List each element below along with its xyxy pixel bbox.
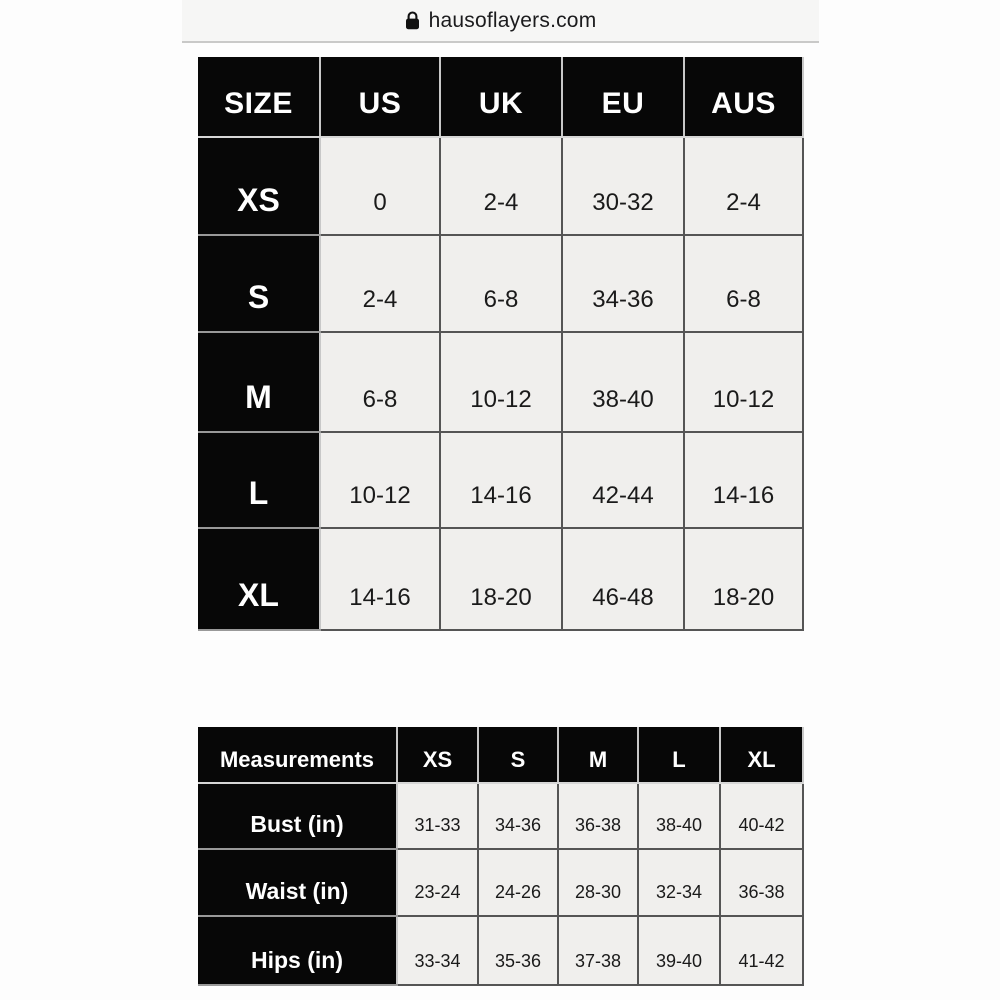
column-header-m: M: [558, 727, 638, 783]
cell-xl-uk: 18-20: [440, 528, 562, 630]
table-row-bust: [198, 783, 803, 849]
cell-xl-us: 14-16: [320, 528, 440, 630]
cell-waist-xl: 36-38: [720, 849, 803, 916]
row-label-waist: Waist (in): [198, 849, 397, 916]
table-row-s: [198, 235, 803, 332]
lock-icon: [405, 11, 420, 30]
row-label-s: S: [198, 235, 320, 332]
table-row-hips: [198, 916, 803, 985]
cell-waist-l: 32-34: [638, 849, 720, 916]
measurements-table: [198, 727, 804, 986]
cell-xs-us: 0: [320, 137, 440, 235]
cell-hips-xs: 33-34: [397, 916, 478, 985]
cell-bust-l: 38-40: [638, 783, 720, 849]
cell-hips-m: 37-38: [558, 916, 638, 985]
column-header-s: S: [478, 727, 558, 783]
cell-waist-m: 28-30: [558, 849, 638, 916]
cell-hips-xl: 41-42: [720, 916, 803, 985]
cell-m-aus: 10-12: [684, 332, 803, 432]
cell-waist-s: 24-26: [478, 849, 558, 916]
column-header-size: SIZE: [198, 57, 320, 137]
cell-xs-uk: 2-4: [440, 137, 562, 235]
table-row-xl: [198, 528, 803, 630]
cell-s-eu: 34-36: [562, 235, 684, 332]
row-label-l: L: [198, 432, 320, 528]
size-conversion-table: [198, 57, 804, 631]
row-label-m: M: [198, 332, 320, 432]
row-label-xs: XS: [198, 137, 320, 235]
measurements-header-row: [198, 727, 803, 783]
cell-m-us: 6-8: [320, 332, 440, 432]
cell-xs-eu: 30-32: [562, 137, 684, 235]
cell-bust-s: 34-36: [478, 783, 558, 849]
cell-xl-eu: 46-48: [562, 528, 684, 630]
cell-s-aus: 6-8: [684, 235, 803, 332]
row-label-xl: XL: [198, 528, 320, 630]
address-bar[interactable]: [182, 0, 819, 43]
cell-bust-xl: 40-42: [720, 783, 803, 849]
cell-xs-aus: 2-4: [684, 137, 803, 235]
table-row-xs: [198, 137, 803, 235]
cell-m-eu: 38-40: [562, 332, 684, 432]
column-header-eu: EU: [562, 57, 684, 137]
cell-l-eu: 42-44: [562, 432, 684, 528]
row-label-bust: Bust (in): [198, 783, 397, 849]
column-header-us: US: [320, 57, 440, 137]
cell-l-aus: 14-16: [684, 432, 803, 528]
size-table-header-row: [198, 57, 803, 137]
table-row-waist: [198, 849, 803, 916]
column-header-xl: XL: [720, 727, 803, 783]
cell-hips-s: 35-36: [478, 916, 558, 985]
column-header-xs: XS: [397, 727, 478, 783]
cell-l-us: 10-12: [320, 432, 440, 528]
column-header-aus: AUS: [684, 57, 803, 137]
table-row-l: [198, 432, 803, 528]
cell-xl-aus: 18-20: [684, 528, 803, 630]
cell-bust-xs: 31-33: [397, 783, 478, 849]
cell-l-uk: 14-16: [440, 432, 562, 528]
row-label-hips: Hips (in): [198, 916, 397, 985]
column-header-uk: UK: [440, 57, 562, 137]
url-text: hausoflayers.com: [428, 8, 597, 32]
cell-m-uk: 10-12: [440, 332, 562, 432]
column-header-l: L: [638, 727, 720, 783]
cell-s-uk: 6-8: [440, 235, 562, 332]
cell-s-us: 2-4: [320, 235, 440, 332]
column-header-measurements: Measurements: [198, 727, 397, 783]
cell-waist-xs: 23-24: [397, 849, 478, 916]
cell-hips-l: 39-40: [638, 916, 720, 985]
cell-bust-m: 36-38: [558, 783, 638, 849]
table-row-m: [198, 332, 803, 432]
